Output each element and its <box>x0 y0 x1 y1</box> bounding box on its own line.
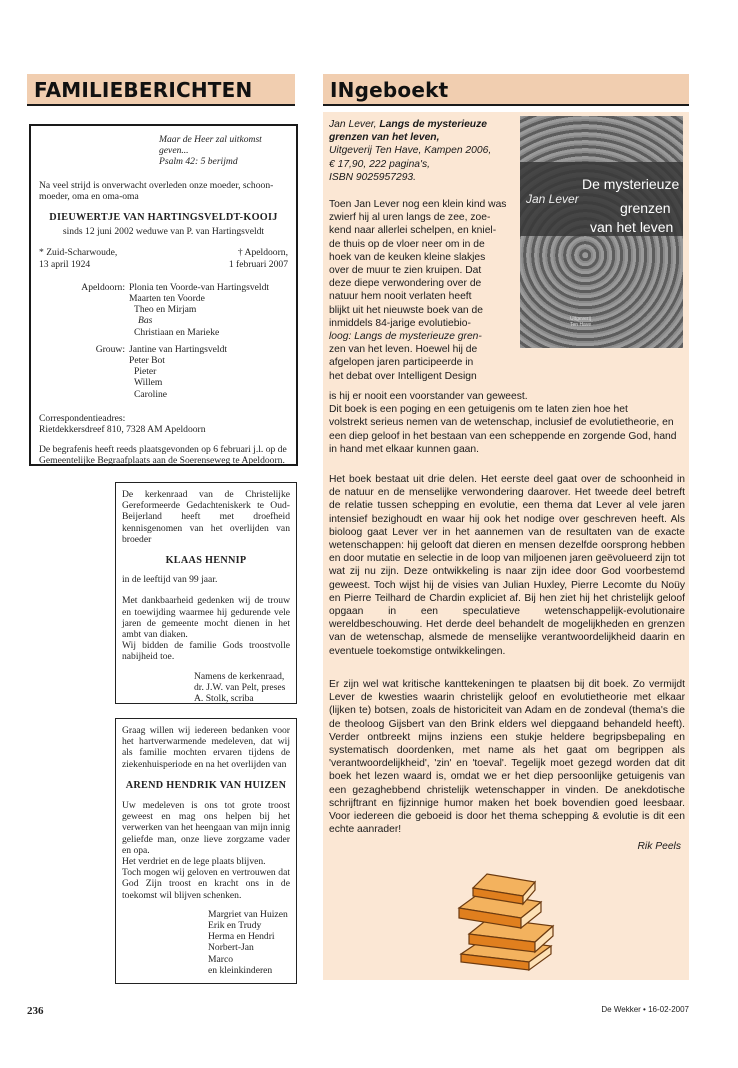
review-line: is hij er nooit een voorstander van geweest. <box>329 391 528 402</box>
publication-info: De Wekker • 16-02-2007 <box>601 1005 689 1014</box>
birth-place: * Zuid-Scharwoude, <box>39 247 118 259</box>
death-notice-hartingsveldt <box>29 124 298 466</box>
review-line: inmiddels 84-jarige evolutiebio- <box>329 317 471 329</box>
widow-line: sinds 12 juni 2002 weduwe van P. van Hartingsveldt <box>62 226 265 238</box>
notice-intro: Na veel strijd is onverwacht overleden onze moeder, schoon-moeder, oma en oma-oma <box>39 179 274 202</box>
signature-line: en kleinkinderen <box>208 964 273 976</box>
notice-body: Wij bidden de familie Gods troostvolle nabijheid toe. <box>122 640 290 663</box>
book-publisher: Uitgeverij Ten Have, Kampen 2006, <box>329 145 492 157</box>
review-line: in hand met elkaar kunnen gaan. <box>329 443 479 455</box>
death-date: 1 februari 2007 <box>228 258 288 270</box>
family-location-label: Apeldoorn: <box>81 281 125 293</box>
signature-line: Erik en Trudy <box>208 920 262 932</box>
review-line: zen van het leven. Hoewel hij de <box>329 344 478 356</box>
signature-line: Herma en Hendri <box>208 931 275 943</box>
signature-line: Norbert-Jan <box>208 942 254 954</box>
review-line: natuur hem nooit verlaten heeft <box>329 291 472 303</box>
signature-line: A. Stolk, scriba <box>194 693 254 705</box>
cover-title-line: grenzen <box>620 200 671 216</box>
review-line: over de muur te zien kruipen. Dat <box>329 265 482 277</box>
review-line: Toen Jan Lever nog een klein kind was <box>329 199 507 210</box>
cover-title-line: De mysterieuze <box>582 176 680 192</box>
deceased-name: KLAAS HENNIP <box>165 555 247 567</box>
correspondence-address: Rietdekkersdreef 810, 7328 AM Apeldoorn <box>39 424 206 436</box>
family-group-grouw <box>39 344 288 400</box>
family-member: Maarten ten Voorde <box>129 293 205 305</box>
burial-notice: De begrafenis heeft reeds plaatsgevonden op 6 februari j.l. op de Gemeentelijke Begraafplaats aan de Soerenseweg te Apeldoorn. <box>39 444 287 467</box>
notice-body: Toch mogen wij geloven en vertrouwen dat God Zijn troost en kracht ons in de toekomst wil blijven schenken. <box>122 867 290 901</box>
notice-intro: Graag willen wij iedereen bedanken voor het hartverwarmende medeleven, dat wij als familie mochten ervaren tijdens de ziekenhuisperiode en na het overlijden van <box>122 725 290 770</box>
cover-publisher-line: Ten Have <box>570 322 592 328</box>
family-member: Jantine van Hartingsveldt <box>129 343 228 355</box>
family-member: Plonia ten Voorde-van Hartingsveldt <box>129 281 270 293</box>
notice-body: Met dankbaarheid gedenken wij de trouw en toewijding waarmee hij gedurende vele jaren de gemeente mocht dienen in het ambt van diaken. <box>122 595 290 641</box>
deceased-name: DIEUWERTJE VAN HARTINGSVELDT-KOOIJ <box>49 212 278 224</box>
section-title: INgeboekt <box>330 78 449 102</box>
family-location-label: Grouw: <box>95 343 125 355</box>
family-member: Pieter <box>134 366 157 378</box>
notice-intro: De kerkenraad van de Christelijke Gereformeerde Gedachteniskerk te Oud-Beijerland heeft met droefheid kennisgenomen van het overlijden van broeder <box>122 489 290 545</box>
age-line: in de leeftijd van 99 jaar. <box>122 574 218 586</box>
death-notice-hennip <box>115 482 297 704</box>
book-author: Jan Lever, <box>329 119 377 130</box>
review-line: kend naar allerlei schelpen, en kniel- <box>329 225 497 237</box>
book-metadata <box>329 118 519 184</box>
signature-line: Margriet van Huizen <box>208 908 288 920</box>
signature-block <box>208 909 290 976</box>
cover-publisher <box>570 316 591 328</box>
review-line: de thuis op de vloer neer om in de <box>329 238 485 250</box>
family-member: Christiaan en Marieke <box>134 326 220 338</box>
review-line: Dit boek is een poging en een getuigenis om te laten zien hoe het <box>329 404 628 416</box>
review-paragraph-1-narrow <box>329 198 519 383</box>
page-number: 236 <box>27 1005 44 1017</box>
book-price: € 17,90, 222 pagina's, <box>329 158 431 170</box>
cover-publisher-line: Uitgeverij <box>570 316 591 322</box>
family-member: Caroline <box>134 388 168 400</box>
deceased-name: AREND HENDRIK VAN HUIZEN <box>125 779 287 791</box>
review-signature: Rik Peels <box>637 841 681 852</box>
books-stack-illustration <box>451 862 561 972</box>
family-member: Peter Bot <box>129 355 165 367</box>
review-line: afgelopen jaren participeerde in <box>329 357 474 369</box>
review-line: hoek van de keuken kleine slakjes <box>329 251 486 263</box>
signature-block <box>194 671 290 705</box>
review-line: zwierf hij al uren langs de zee, zoe- <box>329 212 491 224</box>
book-cover <box>520 116 683 348</box>
review-line: volstrekt serieus nemen van de wetenschap, inclusief de evolutietheorie, en <box>329 417 674 429</box>
life-dates <box>39 247 288 269</box>
section-header-familieberichten <box>27 74 295 106</box>
death-place: † Apeldoorn, <box>237 247 288 259</box>
cover-title-line: van het leven <box>590 219 674 235</box>
book-isbn: ISBN 9025957293. <box>329 171 417 183</box>
verse-line: Maar de Heer zal uitkomst geven... <box>159 134 262 157</box>
correspondence-label: Correspondentieadres: <box>39 412 126 424</box>
review-line: een diep geloof in het bestaan van een scheppende en zorgende God, hand <box>329 430 677 442</box>
signature-line: dr. J.W. van Pelt, preses <box>194 681 286 693</box>
section-header-ingeboekt <box>323 74 689 106</box>
review-paragraph-3: Er zijn wel wat kritische kanttekeningen te plaatsen bij dit boek. Zo vermijdt Lever de kwesties waarin christelijk geloof en evolutietheorie met elkaar (lijken te) botsen, zoals de historiciteit van Adam en de zondeval (thema's die de theoloog Gijsbert van den Brink elders wel diepgaand behandeld heeft). Verder ontbreekt mijns inziens een stukje heldere begripsbepaling en systematisch doordenken, met name als het gaat om begrippen als 'verantwoordelijkheid', 'zin' en 'toeval'. Tegelijk moet gezegd worden dat dit boek het lezen waard is, omdat we er het diep persoonlijke getuigenis van een gezaghebbend christelijk wetenschapper in vinden. De anekdotische schrijftrant en fijzinnige humor maken het boek bovendien goed leesbaar. Voor iedereen die geboeid is door het thema schepping & evolutie is dit een echte aanrader! <box>329 679 685 836</box>
verse-reference: Psalm 42: 5 berijmd <box>159 156 238 168</box>
section-title: FAMILIEBERICHTEN <box>34 78 253 102</box>
notice-body: Het verdriet en de lege plaats blijven. <box>122 856 266 868</box>
review-paragraph-2: Het boek bestaat uit drie delen. Het eerste deel gaat over de schoonheid in de natuur en de menselijke verwondering daarover. Het tweede deel betreft de relatie tussen schepping en evolutie, een thema dat Lever al vele jaren intensief bezighoudt en waar hij ook het nodige over geschreven heeft. Als bioloog gaat Lever ver in het aannemen van de resultaten van de exacte wetenschappen: hij gelooft dat dieren en mensen dezelfde oorsprong hebben en door mutatie en selectie in de loop van miljoenen jaren geëvolueerd zijn tot wat zij nu zijn. Deze ontwikkeling is naar zijn idee door God voorbestemd geweest. Toch wijst hij de visies van Julian Huxley, Pierre Lecomte du Noüy en Pierre Teilhard de Chardin expliciet af. Bij hen ziet hij het christelijk geloof opgaan in een speculatieve wetenschappelijk-evolutionaire wereldbeschouwing. Het derde deel behandelt de mogelijkheden en grenzen van de wetenschap, alsmede de menselijke verantwoordelijkheid daarin en eventuele toekomstige ontwikkelingen. <box>329 474 685 657</box>
family-member: Bas <box>138 315 153 327</box>
family-member: Theo en Mirjam <box>134 304 197 316</box>
review-paragraph-1-wide <box>329 390 685 456</box>
notice-body: Uw medeleven is ons tot grote troost geweest en mag ons helpen bij het verwerken van het heengaan van mijn innig geliefde man, onze lieve zorgzame vader en opa. <box>122 800 290 856</box>
review-line: loog: Langs de mysterieuze gren- <box>329 331 482 343</box>
signature-line: Marco <box>208 953 234 965</box>
book-title: Langs de mysterieuze grenzen van het leven, <box>329 119 487 144</box>
family-member: Willem <box>134 377 163 389</box>
review-line: het debat over Intelligent Design <box>329 370 477 382</box>
review-line: deze diepe verwondering over de <box>329 278 482 290</box>
family-group-apeldoorn <box>39 282 288 338</box>
thank-you-notice-van-huizen <box>115 718 297 984</box>
birth-date: 13 april 1924 <box>39 258 91 270</box>
cover-author: Jan Lever <box>526 192 579 206</box>
signature-line: Namens de kerkenraad, <box>194 670 285 682</box>
review-line: blijkt uit het nieuwste boek van de <box>329 304 483 316</box>
